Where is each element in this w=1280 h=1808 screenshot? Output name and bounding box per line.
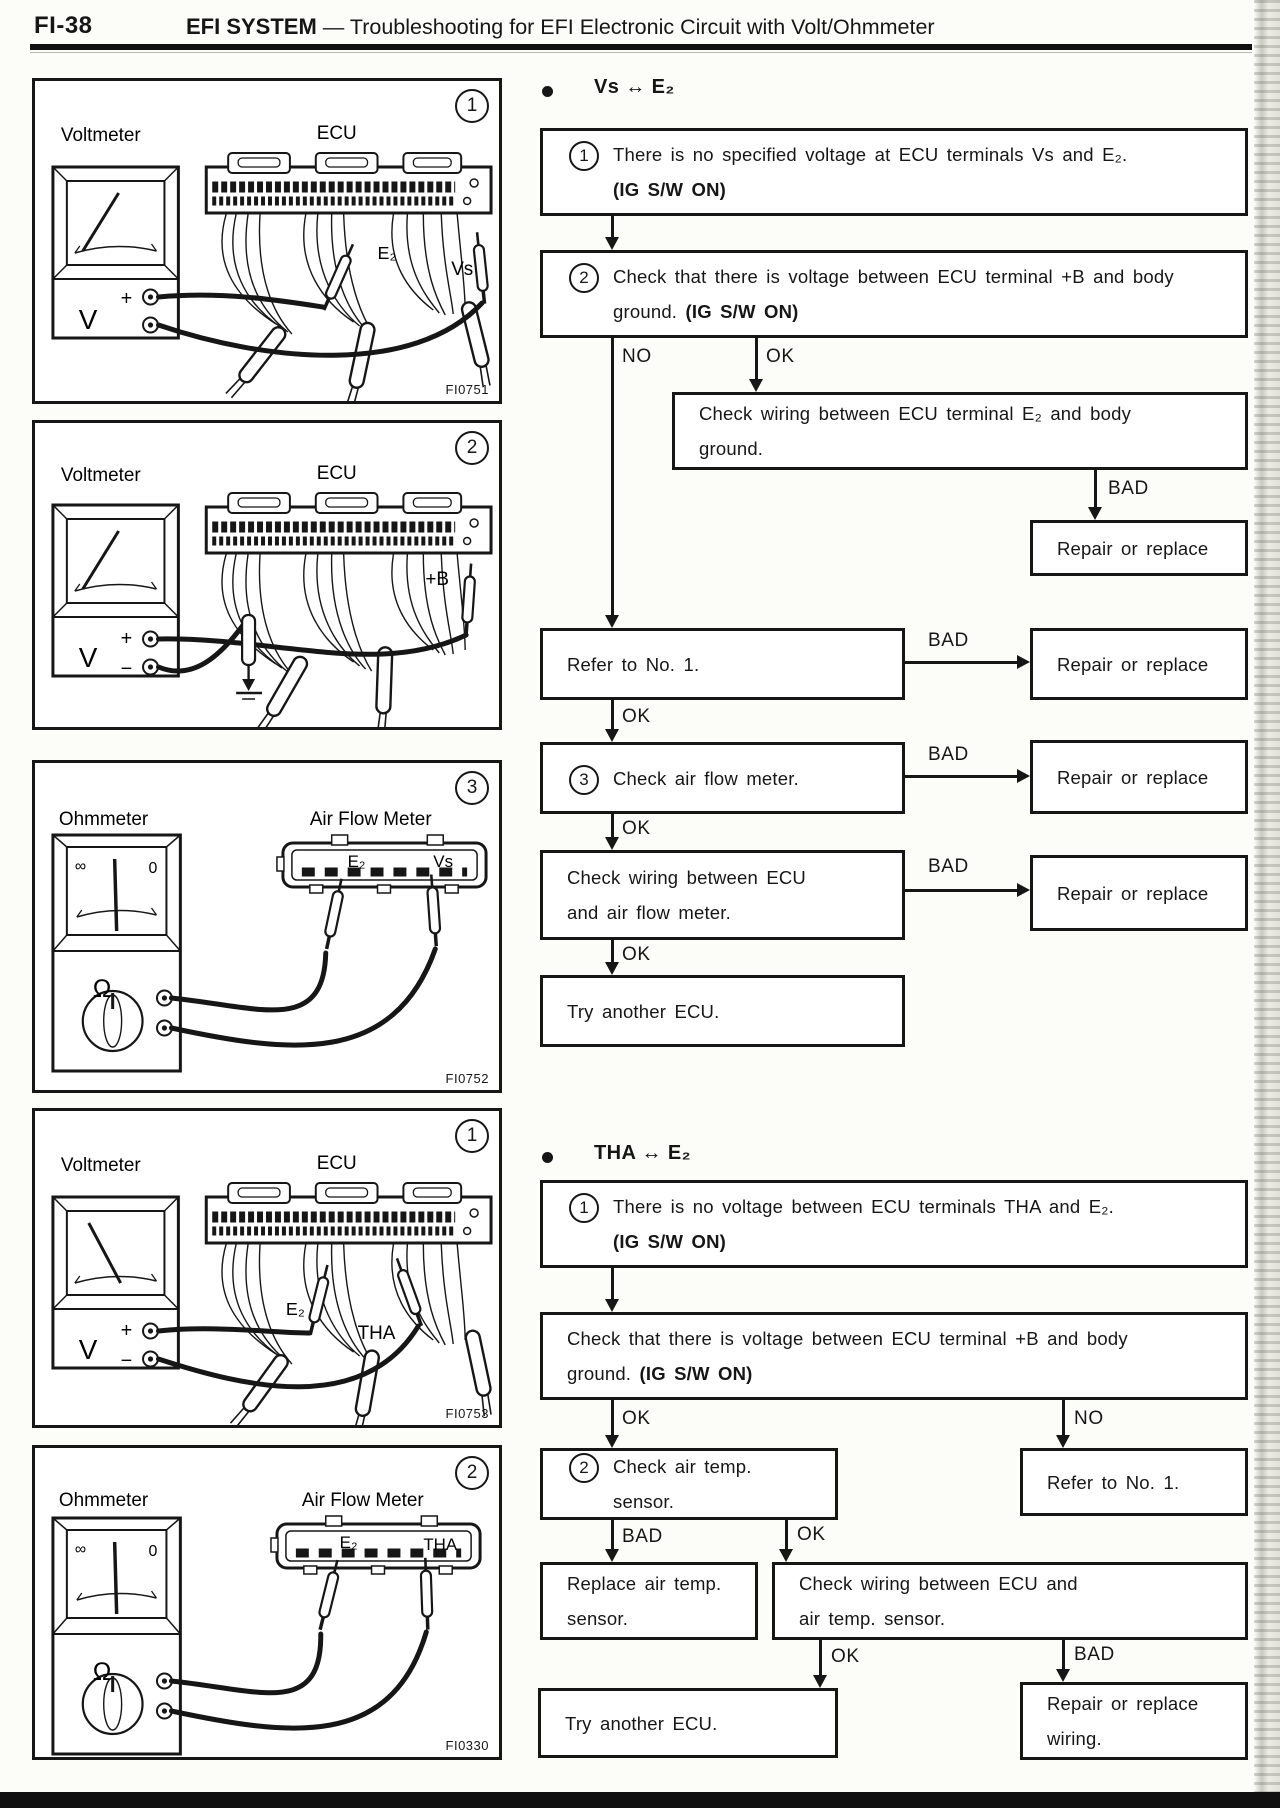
- arrow-down-icon: [605, 1435, 619, 1448]
- arrow-down-icon: [605, 962, 619, 975]
- arrow-down-icon: [605, 237, 619, 250]
- scale-infinity-label: ∞: [74, 857, 87, 876]
- arrow-right-icon: [1017, 655, 1030, 669]
- test-lead: [158, 303, 482, 355]
- step-text: sensor.: [567, 1608, 629, 1629]
- step-text: Repair or replace: [1057, 766, 1209, 788]
- arrow-down-icon: [779, 1549, 793, 1562]
- flow-connector: [905, 889, 1017, 892]
- flow-terminal-replace-air-temp-sensor: [540, 1562, 758, 1640]
- step-text: There is no voltage between ECU terminals THA and E₂.: [613, 1196, 1115, 1217]
- flow-connector: [611, 1400, 614, 1436]
- test-lead: [171, 1632, 426, 1728]
- meter-letter: V: [78, 1333, 98, 1366]
- terminal-vs-label: Vs: [451, 258, 474, 281]
- section-bullet: [542, 1152, 553, 1163]
- figure-illustration: [35, 423, 499, 727]
- figure-number-badge: 2: [455, 431, 489, 465]
- header-rule: [30, 44, 1252, 50]
- step-condition: (IG S/W ON): [613, 179, 727, 200]
- plus-terminal-label: +: [120, 287, 133, 311]
- step-text: ground.: [567, 1363, 640, 1384]
- branch-label-bad: BAD: [928, 856, 969, 877]
- step-text: Check air temp.: [613, 1456, 752, 1477]
- section-bullet: [542, 86, 553, 97]
- terminal-e2-label: E₂: [339, 1532, 358, 1553]
- section-heading-vs-e2: Vs ↔ E₂: [594, 76, 675, 98]
- figure-illustration: [35, 763, 499, 1090]
- figure-code: FI0753: [445, 1406, 489, 1421]
- branch-label-no: NO: [622, 346, 652, 367]
- page-title-rest: — Troubleshooting for EFI Electronic Circuit with Volt/Ohmmeter: [322, 15, 935, 39]
- arrow-down-icon: [1056, 1669, 1070, 1682]
- step-text: Refer to No. 1.: [567, 653, 700, 675]
- arrow-down-icon: [1088, 507, 1102, 520]
- step-text: Repair or replace: [1057, 653, 1209, 675]
- step-condition: (IG S/W ON): [639, 1363, 753, 1384]
- terminal-e2-label: E₂: [377, 242, 397, 264]
- ohmmeter-label: Ohmmeter: [58, 1489, 149, 1512]
- figure-ohmmeter-airflowmeter-vs: [32, 760, 502, 1093]
- ground-arrow: [242, 679, 255, 691]
- branch-label-ok: OK: [766, 346, 795, 367]
- step-number: 1: [569, 141, 599, 171]
- branch-label-ok: OK: [622, 818, 651, 839]
- flow-connector: [785, 1520, 788, 1550]
- flow-step-check-air-temp-sensor: [540, 1448, 838, 1520]
- step-text: Refer to No. 1.: [1047, 1471, 1180, 1493]
- arrow-down-icon: [605, 837, 619, 850]
- step-number: 1: [569, 1193, 599, 1223]
- omega-label: Ω: [92, 974, 112, 1004]
- branch-label-no: NO: [1074, 1408, 1104, 1429]
- step-text: Repair or replace: [1057, 882, 1209, 904]
- voltmeter-label: Voltmeter: [60, 1154, 141, 1177]
- step-text: Try another ECU.: [567, 1000, 720, 1022]
- branch-label-bad: BAD: [928, 630, 969, 651]
- ground-probe: [242, 615, 255, 665]
- flow-connector: [755, 338, 758, 381]
- page-title-section: EFI SYSTEM: [186, 14, 317, 39]
- voltmeter-label: Voltmeter: [60, 464, 141, 487]
- terminal-tha-label: THA: [357, 1322, 396, 1345]
- ecu-label: ECU: [316, 122, 357, 145]
- arrow-down-icon: [1056, 1435, 1070, 1448]
- step-text: Check wiring between ECU and: [799, 1573, 1078, 1594]
- flow-connector: [611, 1268, 614, 1299]
- step-condition: (IG S/W ON): [613, 1231, 727, 1252]
- flow-terminal-repair-or-replace: [1030, 740, 1248, 814]
- test-lead: [171, 1634, 320, 1693]
- branch-label-ok: OK: [622, 1408, 651, 1429]
- terminal-e2-label: E₂: [347, 851, 366, 872]
- flow-connector: [1094, 470, 1097, 508]
- flow-step-check-wiring-air-temp: [772, 1562, 1248, 1640]
- arrow-right-icon: [1017, 883, 1030, 897]
- figure-number-badge: 3: [455, 771, 489, 805]
- flow-connector: [611, 700, 614, 730]
- branch-label-ok: OK: [622, 706, 651, 727]
- meter-letter: V: [78, 641, 98, 674]
- scan-artifact-bottom: [0, 1792, 1280, 1808]
- figure-number-badge: 2: [455, 1456, 489, 1490]
- minus-terminal-label: −: [120, 1349, 133, 1373]
- figure-illustration: [35, 1448, 499, 1757]
- scan-artifact-right: [1254, 0, 1280, 1808]
- branch-label-ok: OK: [831, 1646, 860, 1667]
- branch-label-bad: BAD: [1108, 478, 1149, 499]
- arrow-down-icon: [605, 1299, 619, 1312]
- figure-ohmmeter-airflowmeter-tha: [32, 1445, 502, 1760]
- plus-terminal-label: +: [120, 1319, 133, 1343]
- test-lead: [171, 953, 325, 1010]
- figure-voltmeter-ecu-plusb: [32, 420, 502, 730]
- flow-step-check-plusb-voltage-tha: [540, 1312, 1248, 1400]
- arrow-down-icon: [749, 379, 763, 392]
- flow-terminal-repair-or-replace: [1030, 628, 1248, 700]
- figure-code: FI0752: [445, 1071, 489, 1086]
- terminal-e2-label: E₂: [285, 1298, 305, 1320]
- flow-terminal-try-another-ecu: [540, 975, 905, 1047]
- figure-number-badge: 1: [455, 89, 489, 123]
- flow-step-check-air-flow-meter: [540, 742, 905, 814]
- flow-connector: [905, 661, 1017, 664]
- flow-step-refer-no1: [540, 628, 905, 700]
- figure-illustration: [35, 81, 499, 401]
- omega-label: Ω: [92, 1657, 112, 1687]
- figure-illustration: [35, 1111, 499, 1425]
- terminal-tha-label: THA: [423, 1534, 458, 1555]
- test-lead: [158, 295, 322, 307]
- page-title: [186, 14, 935, 40]
- arrow-down-icon: [605, 729, 619, 742]
- arrow-right-icon: [1017, 769, 1030, 783]
- page-code: FI-38: [34, 12, 93, 39]
- step-text: Replace air temp.: [567, 1573, 722, 1594]
- flow-connector: [611, 1520, 614, 1550]
- flow-terminal-repair-or-replace-wiring: [1020, 1682, 1248, 1760]
- figure-voltmeter-ecu-vs: [32, 78, 502, 404]
- branch-label-bad: BAD: [1074, 1644, 1115, 1665]
- branch-label-bad: BAD: [622, 1526, 663, 1547]
- flow-connector: [611, 814, 614, 838]
- figure-code: FI0330: [445, 1738, 489, 1753]
- ecu-label: ECU: [316, 1152, 357, 1175]
- figure-code: FI0751: [445, 382, 489, 397]
- branch-label-ok: OK: [797, 1524, 826, 1545]
- figure-number-badge: 1: [455, 1119, 489, 1153]
- air-flow-meter-label: Air Flow Meter: [309, 808, 432, 831]
- flow-step-check-plusb-voltage: [540, 250, 1248, 338]
- flow-step-check-wiring-e2-ground: [672, 392, 1248, 470]
- step-text: Check air flow meter.: [613, 767, 799, 789]
- test-lead: [158, 1329, 309, 1333]
- branch-label-ok: OK: [622, 944, 651, 965]
- step-text: Try another ECU.: [565, 1712, 718, 1734]
- branch-label-bad: BAD: [928, 744, 969, 765]
- arrow-down-icon: [605, 1549, 619, 1562]
- step-text: air temp. sensor.: [799, 1608, 946, 1629]
- flow-connector: [1062, 1400, 1065, 1436]
- step-text: ground.: [699, 438, 764, 459]
- step-number: 3: [569, 765, 599, 795]
- ecu-label: ECU: [316, 462, 357, 485]
- scale-infinity-label: ∞: [74, 1540, 87, 1559]
- figure-voltmeter-ecu-tha: [32, 1108, 502, 1428]
- terminal-vs-label: Vs: [433, 851, 454, 872]
- step-text: wiring.: [1047, 1728, 1102, 1749]
- flow-terminal-try-another-ecu: [538, 1688, 838, 1758]
- minus-terminal-label: −: [120, 657, 133, 681]
- flow-connector: [611, 338, 614, 616]
- air-flow-meter-label: Air Flow Meter: [301, 1489, 424, 1512]
- scale-zero-label: 0: [148, 1542, 158, 1561]
- step-text: Repair or replace: [1057, 537, 1209, 559]
- flow-connector: [611, 940, 614, 963]
- voltmeter-label: Voltmeter: [60, 124, 141, 147]
- step-number: 2: [569, 263, 599, 293]
- flow-connector: [905, 775, 1017, 778]
- step-number: 2: [569, 1453, 599, 1483]
- flow-connector: [819, 1640, 822, 1676]
- step-text: Check that there is voltage between ECU terminal +B and body: [567, 1328, 1128, 1349]
- plus-terminal-label: +: [120, 627, 133, 651]
- section-heading-tha-e2: THA ↔ E₂: [594, 1142, 691, 1164]
- step-text: and air flow meter.: [567, 902, 731, 923]
- flow-step-refer-no1: [1020, 1448, 1248, 1516]
- scale-zero-label: 0: [148, 859, 158, 878]
- arrow-down-icon: [813, 1675, 827, 1688]
- flow-terminal-repair-or-replace: [1030, 520, 1248, 576]
- flow-terminal-repair-or-replace: [1030, 855, 1248, 931]
- meter-letter: V: [78, 303, 98, 336]
- arrow-down-icon: [605, 615, 619, 628]
- test-lead: [171, 949, 435, 1045]
- step-text: Check wiring between ECU terminal E₂ and body: [699, 403, 1132, 424]
- step-text: There is no specified voltage at ECU terminals Vs and E₂.: [613, 144, 1128, 165]
- flow-connector: [1062, 1640, 1065, 1670]
- flow-step-no-voltage-vs-e2: [540, 128, 1248, 216]
- step-text: ground.: [613, 301, 686, 322]
- step-text: Check wiring between ECU: [567, 867, 806, 888]
- flow-step-check-wiring-ecu-afm: [540, 850, 905, 940]
- step-text: Check that there is voltage between ECU terminal +B and body: [613, 266, 1174, 287]
- step-text: sensor.: [613, 1491, 675, 1512]
- terminal-plusb-label: +B: [425, 568, 449, 591]
- header-rule-shadow: [30, 52, 1252, 53]
- step-condition: (IG S/W ON): [685, 301, 799, 322]
- ohmmeter-label: Ohmmeter: [58, 808, 149, 831]
- step-text: Repair or replace: [1047, 1693, 1199, 1714]
- flow-step-no-voltage-tha-e2: [540, 1180, 1248, 1268]
